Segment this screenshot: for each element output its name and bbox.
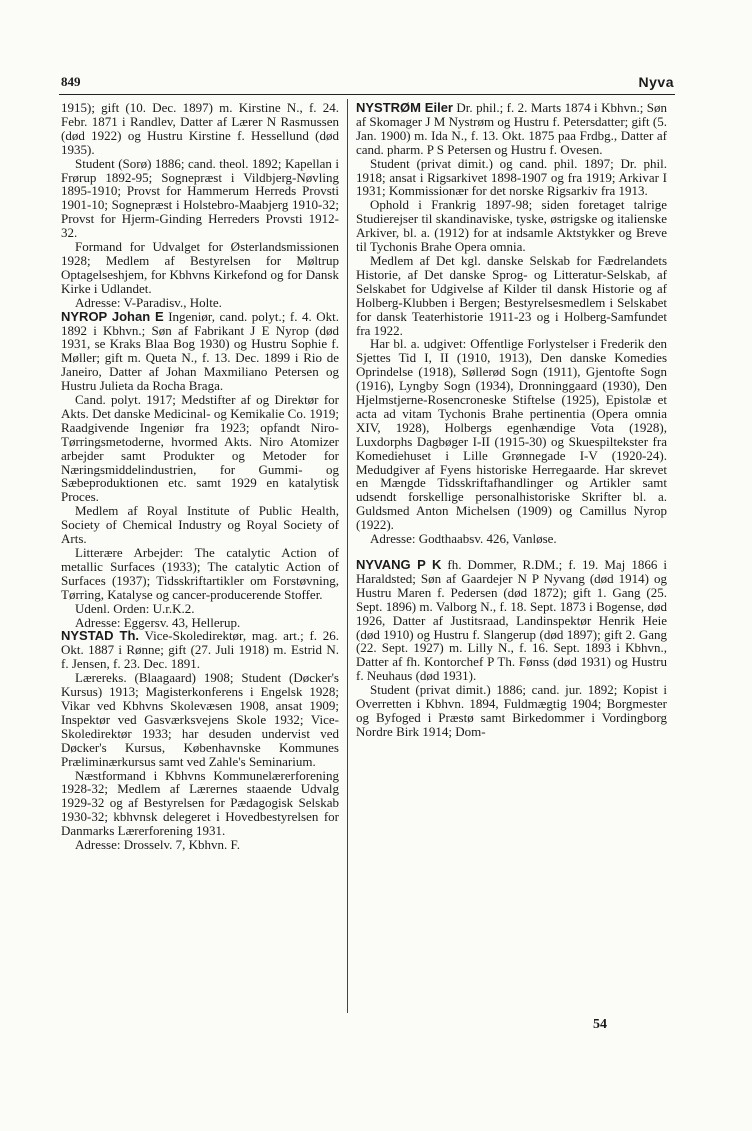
address-line: Adresse: Godthaabsv. 426, Vanløse.	[370, 531, 557, 547]
entry-nystad	[61, 629, 339, 671]
paragraph: Formand for Udvalget for Østerlandsmissionen 1928; Medlem af Bestyrelsen for Møltrup Optagelseshjem, for Kbhvns Kirkefond og for Dansk Kirke i Udlandet.	[61, 239, 339, 296]
right-column	[356, 101, 667, 739]
signature-mark: 54	[593, 1017, 607, 1032]
entry-name: NYSTAD Th.	[61, 628, 140, 644]
paragraph: Har bl. a. udgivet: Offentlige Forlystelser i Frederik den Sjettes Tid I, II (1910, 1913), Den danske Komedies Oprindelse (1918), Søllerød Sogn (1911), Gjentofte Sogn (1916), Lyngby Sogn (1934), Dronninggaard (1930), Den Hjelmstjerne-Rosencroneske Stiftelse (1925), Epistolæ et acta ad vitam Tychonis Brahe pertinentia (Opera omnia XIV, 1928), Holbergs egenhændige Vota (1928), Luxdorphs Dagbøger I-II (1915-30) og Skuespiltekster fra Komediehuset i Lille Grønnegade I-V (1920-24). Medudgiver af Fyens historiske Herregaarde. Har skrevet en Mængde Tidsskriftafhandlinger og Artikler samt udsendt forskellige personalhistoriske Skrifter bl. a. Guldsmed Anton Michelsen (1909) og Camillus Nyrop (1922).	[356, 336, 667, 533]
entry-name: NYVANG P K	[356, 557, 442, 572]
running-head: Nyva	[638, 74, 674, 90]
address-line: Adresse: Drosselv. 7, Kbhvn. F.	[75, 837, 240, 853]
paragraph: Næstformand i Kbhvns Kommunelærerforening 1928-32; Medlem af Lærernes staaende Udvalg 1929-32 og af Bestyrelsen for Pædagogisk Selskab 1930-32; kbhvnsk delegeret i Hovedbestyrelsen for Danmarks Lærerforening 1931.	[61, 767, 339, 839]
entry-intro: Vice-Skoledirektør, mag. art.; f. 26. Okt. 1887 i Rønne; gift (27. Juli 1918) m. Estrid N. f. Jensen, f. 23. Dec. 1891.	[61, 628, 339, 672]
address-line: Adresse: V-Paradisv., Holte.	[75, 294, 222, 310]
paragraph: Medlem af Royal Institute of Public Health, Society of Chemical Industry og Royal Society of Arts.	[61, 503, 339, 547]
entry-intro: fh. Dommer, R.DM.; f. 19. Maj 1866 i Haraldsted; Søn af Gaardejer N P Nyvang (død 1914) og Hustru Maren f. Pedersen (død 1872); gift 1. Gang (25. Sept. 1896) m. Valborg N., f. 18. Sept. 1873 i Bogense, død 1926, Datter af Justitsraad, Landinspektør Henrik Heie (død 1910) og Hustru f. Slangerup (død 1897); gift 2. Gang (22. Sept. 1927) m. Lilly N., f. 16. Sept. 1893 i Kbhvn., Datter af fh. Kontorchef P Th. Fønss (død 1931) og Hustru f. Neuhaus (død 1931).	[356, 557, 668, 684]
entry-name: NYROP Johan E	[61, 308, 164, 324]
page-number: 849	[61, 74, 81, 89]
entry-intro: Dr. phil.; f. 2. Marts 1874 i Kbhvn.; Søn af Skomager J M Nystrøm og Hustru f. Petersdatter; gift (5. Jan. 1900) m. Ida N., f. 13. Okt. 1875 paa Frdbg., Datter af cand. pharm. P S Petersen og Hustru f. Ovesen.	[356, 100, 667, 157]
paragraph: Litterære Arbejder: The catalytic Action of metallic Surfaces (1933); The catalytic Action of Surfaces (1937); Tidsskriftartikler om Forstøvning, Tørring, Katalyse og cancer-producerende Stoffer.	[61, 545, 339, 602]
address-line: Adresse: Eggersv. 43, Hellerup.	[75, 614, 241, 630]
paragraph: Lærereks. (Blaagaard) 1908; Student (Døcker's Kursus) 1913; Magisterkonferens i Engelsk 1928; Vikar ved Kbhvns Skolevæsen 1908, ansat 1909; Inspektør ved Gasværksvejens Skole 1932; Vice-Skoledirektør 1933; har desuden undervist ved Døcker's Kursus, Københavnske Kommunes Præliminærkursus samt ved Zahle's Seminarium.	[61, 670, 339, 769]
paragraph: Student (Sorø) 1886; cand. theol. 1892; Kapellan i Frørup 1892-95; Sognepræst i Vildbjerg-Nøvling 1895-1910; Provst for Hammerum Herreds Provsti 1901-10; Sognepræst i Holstebro-Maabjerg 1910-32; Provst for Hjerm-Ginding Herreders Provsti 1912-32.	[61, 155, 339, 241]
entry-nyvang	[356, 558, 667, 683]
paragraph: Student (privat dimit.) 1886; cand. jur. 1892; Kopist i Overretten i Kbhvn. 1894, Fuldmægtig 1904; Borgmester og Byfoged i Præstø samt Birkedommer i Vordingborg Nordre Birk 1914; Dom-	[356, 682, 667, 739]
paragraph: Medlem af Det kgl. danske Selskab for Fædrelandets Historie, af Det danske Sprog- og Litteratur-Selskab, af Selskabet for Udgivelse af Kilder til dansk Historie og af Holberg-Klubben i Bergen; Bestyrelsesmedlem i Selskabet for dansk Teaterhistorie 1911-23 og i Holberg-Samfundet fra 1922.	[356, 252, 667, 338]
left-column	[61, 101, 339, 852]
entry-nyrop	[61, 310, 339, 393]
entry-name: NYSTRØM Eiler	[356, 100, 453, 115]
header-rule	[59, 94, 675, 95]
paragraph: 1915); gift (10. Dec. 1897) m. Kirstine N., f. 24. Febr. 1871 i Randlev, Datter af Lærer N Rasmussen (død 1922) og Hustru Kirstine f. Hessellund (død 1935).	[61, 100, 339, 157]
entry-intro: Ingeniør, cand. polyt.; f. 4. Okt. 1892 i Kbhvn.; Søn af Fabrikant J E Nyrop (død 1931, se Kraks Blaa Bog 1930) og Hustru Sophie f. Møller; gift m. Queta N., f. 13. Dec. 1899 i Rio de Janeiro, Datter af Johan Maxmiliano Petersen og Hustru Julieta da Rocha Braga.	[61, 308, 339, 394]
paragraph: Student (privat dimit.) og cand. phil. 1897; Dr. phil. 1918; ansat i Rigsarkivet 1898-1907 og fra 1919; Arkivar I 1931; Kommissionær for det norske Rigsarkiv fra 1913.	[356, 155, 667, 199]
paragraph: Udenl. Orden: U.r.K.2.	[75, 600, 195, 616]
paragraph: Ophold i Frankrig 1897-98; siden foretaget talrige Studierejser til skandinaviske, tyske, østrigske og italienske Arkiver, bl. a. (1912) for at indsamle Aktstykker og Breve til Tychonis Brahe Opera omnia.	[356, 197, 667, 255]
paragraph: Cand. polyt. 1917; Medstifter af og Direktør for Akts. Det danske Medicinal- og Kemikalie Co. 1919; Raadgivende Ingeniør fra 1923; opfandt Niro-Tørringsmetoderne, hvormed Akts. Niro Atomizer arbejder samt Produkter og Metoder for Næringsmiddelindustrien, for Gummi- og Sæbeproduktionen etc. samt 1929 en katalytisk Proces.	[61, 392, 339, 505]
column-divider	[347, 99, 348, 1013]
entry-nystrom	[356, 101, 667, 157]
